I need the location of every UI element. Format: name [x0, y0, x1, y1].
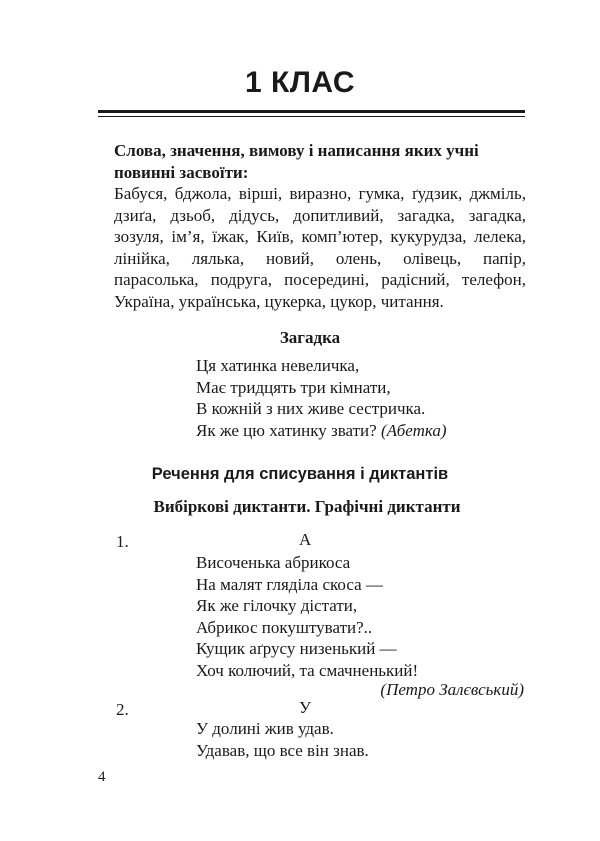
verse-line: Має тридцять три кімнати, — [196, 377, 391, 397]
verse-line: Удавав, що все він знав. — [196, 740, 369, 760]
verse-line: Ця хатинка невеличка, — [196, 356, 360, 375]
exercise-number: 1. — [116, 532, 129, 551]
section-title: Речення для списування і диктантів — [151, 465, 449, 483]
verse-line: Височенька абрикоса — [196, 553, 351, 572]
title-rule-thin — [98, 116, 525, 117]
exercise-letter: А — [299, 530, 312, 549]
verse-line — [196, 420, 447, 442]
verse-line: Кущик аґрусу низенький — — [196, 639, 397, 658]
verse-line: На малят гляділа скоса — — [196, 574, 383, 594]
vocabulary-intro: Слова, значення, вимову і написання яких учні повинні засвоїти: — [114, 141, 479, 182]
riddle-answer: (Абетка) — [380, 420, 447, 440]
exercise-verse — [196, 718, 369, 761]
verse-line: У долині жив удав. — [196, 719, 334, 738]
poem-author: (Петро Залєвський) — [380, 680, 524, 699]
verse-line: Як же гілочку дістати, — [196, 596, 358, 615]
chapter-title: 1 КЛАС — [245, 66, 355, 99]
verse-line: Абрикос покуштувати?.. — [196, 617, 373, 637]
verse-line-text: Як же цю хатинку звати? — [196, 420, 377, 440]
subsection-title: Вибіркові диктанти. Графічні диктанти — [153, 497, 461, 516]
exercise-number: 2. — [116, 700, 129, 719]
vocabulary-words: Бабуся, бджола, вірші, виразно, гумка, ґудзик, джміль, дзиґа, дзьоб, дідусь, допитливий, загадка, загадка, зозуля, ім’я, їжак, Київ, комп’ютер, кукурудза, лелека, лінійка, лялька, новий, олень, олівець, папір, парасолька, подруга, посередині, радісний, телефон, Україна, українська, цукерка, цукор, читання. — [114, 184, 526, 311]
page-number: 4 — [98, 769, 106, 785]
riddle-verse — [196, 355, 447, 441]
verse-line: В кожній з них живе сестричка. — [196, 399, 426, 418]
riddle-title: Загадка — [279, 328, 341, 347]
verse-line: Хоч колючий, та смачненький! — [196, 660, 419, 680]
title-rule-thick — [98, 110, 525, 113]
exercise-letter: У — [299, 698, 312, 717]
exercise-verse — [196, 552, 418, 681]
